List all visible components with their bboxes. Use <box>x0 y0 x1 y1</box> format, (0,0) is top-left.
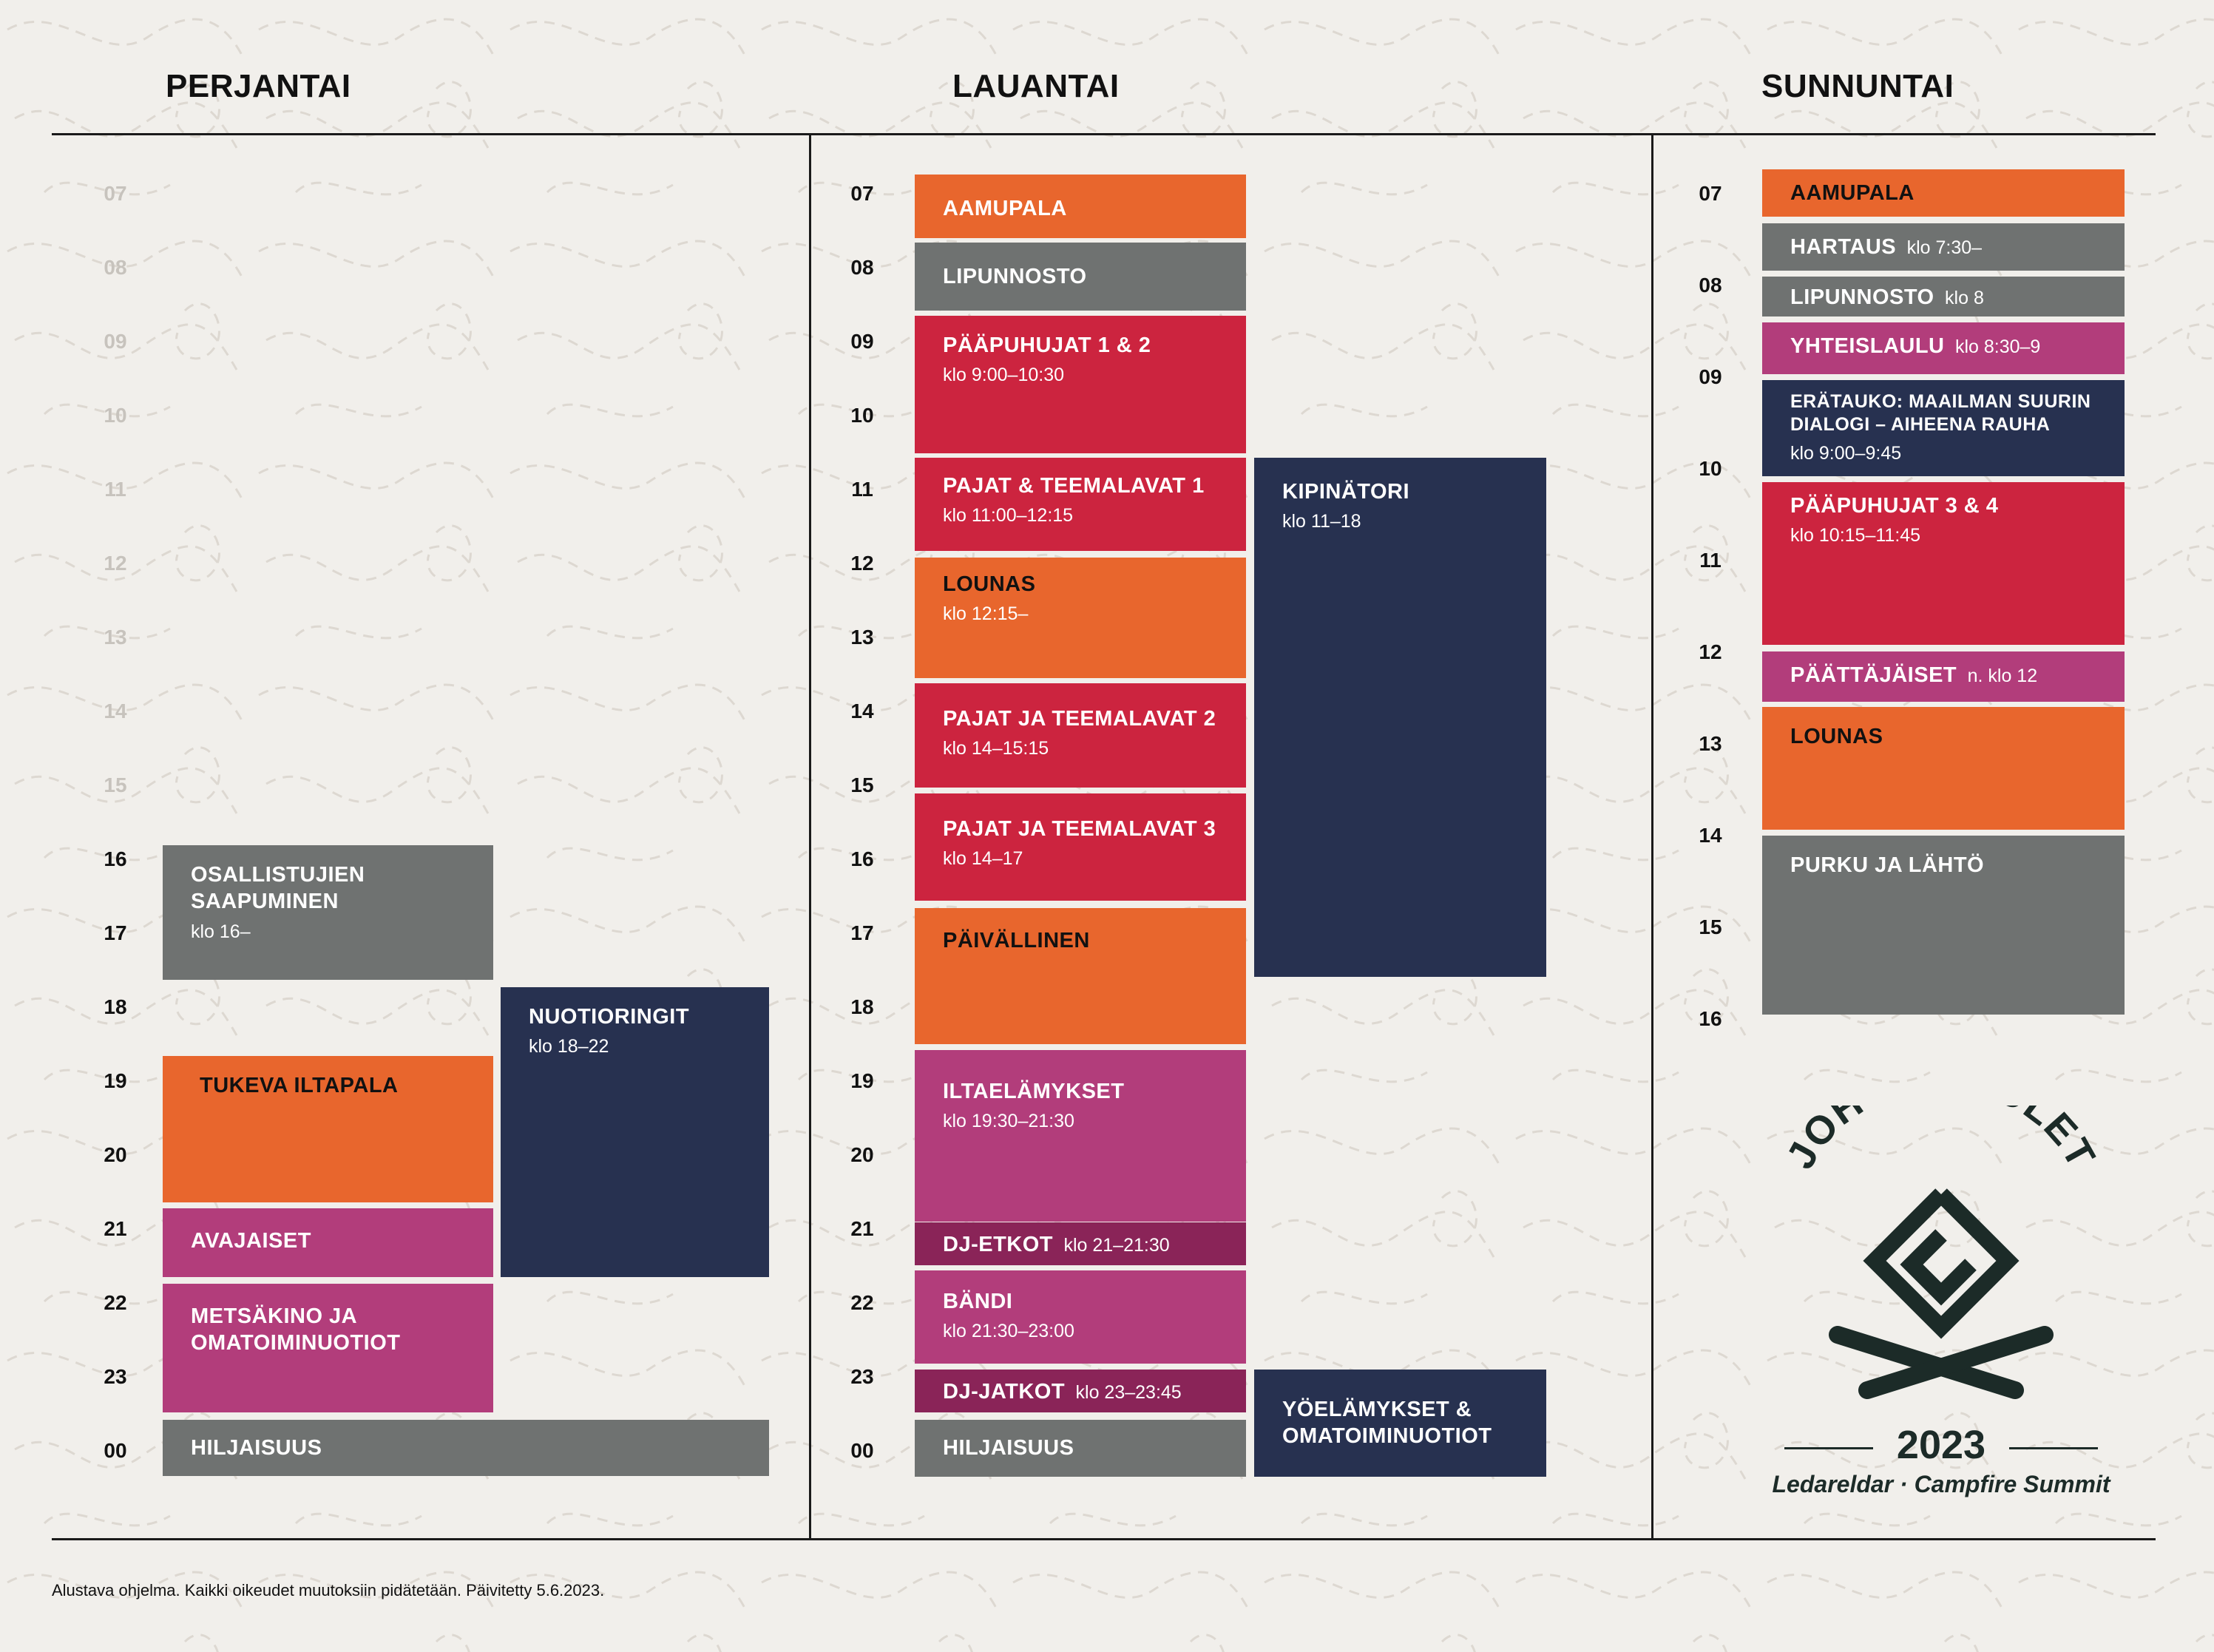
hour-label: 07 <box>1699 182 1722 205</box>
hour-label: 23 <box>850 1365 874 1388</box>
hour-label: 18 <box>104 995 127 1018</box>
event-block[interactable] <box>915 1270 1246 1364</box>
event-time: klo 14–15:15 <box>943 738 1049 759</box>
event-block[interactable] <box>163 1284 493 1412</box>
event-block[interactable] <box>915 316 1246 453</box>
hour-label: 14 <box>1699 824 1722 847</box>
event-block[interactable] <box>1762 380 2125 476</box>
hour-label: 08 <box>850 256 874 279</box>
hour-label: 19 <box>104 1069 127 1092</box>
event-title: LIPUNNOSTO <box>1790 285 1934 309</box>
event-block[interactable] <box>1254 458 1546 977</box>
event-time: klo 21–21:30 <box>1063 1235 1170 1256</box>
hour-label: 08 <box>1699 274 1722 297</box>
hour-label: 00 <box>850 1439 874 1462</box>
day-title-saturday: LAUANTAI <box>952 68 1120 104</box>
event-block[interactable] <box>915 1370 1246 1412</box>
hour-label: 19 <box>850 1069 874 1092</box>
event-title: BÄNDI <box>943 1290 1013 1313</box>
hour-label: 17 <box>850 921 874 944</box>
hour-label: 00 <box>104 1439 127 1462</box>
logo-arc-text: JOH LET <box>1778 1106 2105 1177</box>
hour-label: 12 <box>850 552 874 575</box>
hour-label: 09 <box>850 330 874 353</box>
event-block[interactable] <box>163 1208 493 1277</box>
hour-label: 10 <box>104 404 127 427</box>
hour-label: 16 <box>1699 1007 1722 1030</box>
event-time: klo 10:15–11:45 <box>1790 525 1921 546</box>
event-title: YHTEISLAULU <box>1790 334 1945 358</box>
event-title: AAMUPALA <box>943 197 1067 220</box>
event-block[interactable] <box>915 793 1246 901</box>
event-title: HILJAISUUS <box>943 1436 1074 1460</box>
hour-label: 23 <box>104 1365 127 1388</box>
event-block[interactable] <box>915 1222 1246 1265</box>
column-divider <box>1651 133 1653 1540</box>
hour-label: 16 <box>104 847 127 870</box>
hour-label: 16 <box>850 847 874 870</box>
event-title: NUOTIORINGIT <box>529 1005 690 1029</box>
hour-label: 11 <box>104 478 126 501</box>
event-block[interactable] <box>915 175 1246 238</box>
hour-label: 22 <box>850 1291 874 1314</box>
hour-label: 09 <box>104 330 127 353</box>
header-divider <box>52 133 2156 135</box>
event-block[interactable] <box>1762 836 2125 1015</box>
event-logo <box>1771 1106 2111 1520</box>
event-time: klo 11:00–12:15 <box>943 505 1074 527</box>
hour-label: 21 <box>850 1217 874 1240</box>
hour-label: 07 <box>104 182 127 205</box>
event-block[interactable] <box>163 845 493 980</box>
event-time: klo 8 <box>1945 288 1984 308</box>
hour-label: 12 <box>1699 640 1722 663</box>
event-title: PÄÄPUHUJAT 3 & 4 <box>1790 494 1999 518</box>
event-time: klo 23–23:45 <box>1075 1382 1182 1403</box>
event-title: HILJAISUUS <box>191 1436 322 1460</box>
event-title: LOUNAS <box>1790 725 1883 748</box>
hour-label: 08 <box>104 256 127 279</box>
event-block[interactable] <box>915 558 1246 678</box>
event-title: TUKEVA ILTAPALA <box>200 1074 399 1097</box>
event-block[interactable] <box>915 908 1246 1044</box>
hour-label: 13 <box>104 626 127 649</box>
event-time: klo 9:00–9:45 <box>1790 442 1902 464</box>
event-title: ERÄTAUKO: MAAILMAN SUURIN DIALOGI – AIHEENA RAUHA <box>1790 391 2091 436</box>
event-title: OSALLISTUJIEN SAAPUMINEN <box>191 863 365 914</box>
event-block[interactable] <box>1762 651 2125 702</box>
event-time: klo 11–18 <box>1282 511 1361 532</box>
event-title: PAJAT JA TEEMALAVAT 3 <box>943 817 1216 841</box>
hour-label: 17 <box>104 921 127 944</box>
hour-label: 21 <box>104 1217 127 1240</box>
event-title: YÖELÄMYKSET & OMATOIMINUOTIOT <box>1282 1398 1492 1449</box>
event-block[interactable] <box>1762 223 2125 271</box>
hour-label: 14 <box>850 700 874 722</box>
event-title: DJ-JATKOT <box>943 1380 1066 1404</box>
event-title: ILTAELÄMYKSET <box>943 1080 1125 1103</box>
event-title: METSÄKINO JA OMATOIMINUOTIOT <box>191 1304 401 1355</box>
svg-text:JOHTAJATULET <box>1778 1106 2104 1176</box>
footer-note: Alustava ohjelma. Kaikki oikeudet muutoksiin pidätetään. Päivitetty 5.6.2023. <box>52 1581 605 1599</box>
event-time: klo 18–22 <box>529 1036 609 1057</box>
event-block[interactable] <box>915 458 1246 551</box>
event-block[interactable] <box>915 1420 1246 1477</box>
hour-label: 10 <box>1699 457 1722 480</box>
event-block[interactable] <box>1762 482 2125 645</box>
event-title: PÄÄPUHUJAT 1 & 2 <box>943 334 1151 357</box>
event-block[interactable] <box>163 1056 493 1202</box>
event-block[interactable] <box>1762 277 2125 316</box>
event-block[interactable] <box>915 683 1246 788</box>
footer-divider <box>52 1538 2156 1540</box>
hour-label: 12 <box>104 552 127 575</box>
hour-label: 10 <box>850 404 874 427</box>
event-block[interactable] <box>163 1420 769 1476</box>
hour-label: 20 <box>104 1143 127 1166</box>
event-time: klo 14–17 <box>943 848 1023 870</box>
event-time: klo 8:30–9 <box>1954 336 2041 357</box>
event-time: klo 21:30–23:00 <box>943 1321 1074 1342</box>
event-title: PURKU JA LÄHTÖ <box>1790 853 1985 877</box>
event-title: AVAJAISET <box>191 1229 311 1253</box>
hour-label: 09 <box>1699 365 1722 388</box>
event-time: klo 12:15– <box>943 603 1029 625</box>
event-block[interactable] <box>915 243 1246 311</box>
event-title: HARTAUS <box>1790 235 1897 259</box>
event-time: klo 19:30–21:30 <box>943 1111 1074 1132</box>
event-title: PAJAT & TEEMALAVAT 1 <box>943 474 1205 498</box>
event-time: klo 9:00–10:30 <box>943 365 1065 386</box>
event-time: klo 7:30– <box>1906 237 1983 258</box>
hour-label: 15 <box>1699 915 1722 938</box>
event-title: PÄIVÄLLINEN <box>943 929 1090 952</box>
day-title-sunday: SUNNUNTAI <box>1761 68 1954 104</box>
logo-subtitle: Ledareldar · Campfire Summit <box>1772 1471 2110 1497</box>
event-block[interactable] <box>1254 1370 1546 1477</box>
event-block[interactable] <box>1762 169 2125 217</box>
event-block[interactable] <box>501 987 769 1277</box>
hour-label: 13 <box>1699 732 1722 755</box>
event-block[interactable] <box>1762 707 2125 830</box>
hour-label: 07 <box>850 182 874 205</box>
campfire-logo-icon <box>1771 1106 2111 1416</box>
event-block[interactable] <box>1762 322 2125 374</box>
hour-label: 20 <box>850 1143 874 1166</box>
event-time: klo 16– <box>191 921 251 942</box>
column-divider <box>809 133 811 1540</box>
hour-label: 22 <box>104 1291 127 1314</box>
event-title: DJ-ETKOT <box>943 1233 1053 1256</box>
hour-label: 15 <box>850 773 874 796</box>
hour-label: 11 <box>1699 549 1722 572</box>
event-title: LIPUNNOSTO <box>943 265 1087 288</box>
hour-label: 13 <box>850 626 874 649</box>
logo-year: 2023 <box>1896 1423 1986 1467</box>
event-time: n. klo 12 <box>1967 666 2038 686</box>
day-title-friday: PERJANTAI <box>166 68 351 104</box>
hour-label: 14 <box>104 700 127 722</box>
event-title: PÄÄTTÄJÄISET <box>1790 663 1957 687</box>
hour-label: 18 <box>850 995 874 1018</box>
hour-label: 15 <box>104 773 127 796</box>
event-title: PAJAT JA TEEMALAVAT 2 <box>943 707 1216 731</box>
event-block[interactable] <box>915 1050 1246 1222</box>
hour-label: 11 <box>851 478 873 501</box>
event-title: LOUNAS <box>943 572 1036 596</box>
event-title: KIPINÄTORI <box>1282 480 1410 504</box>
event-title: AAMUPALA <box>1790 181 1915 205</box>
